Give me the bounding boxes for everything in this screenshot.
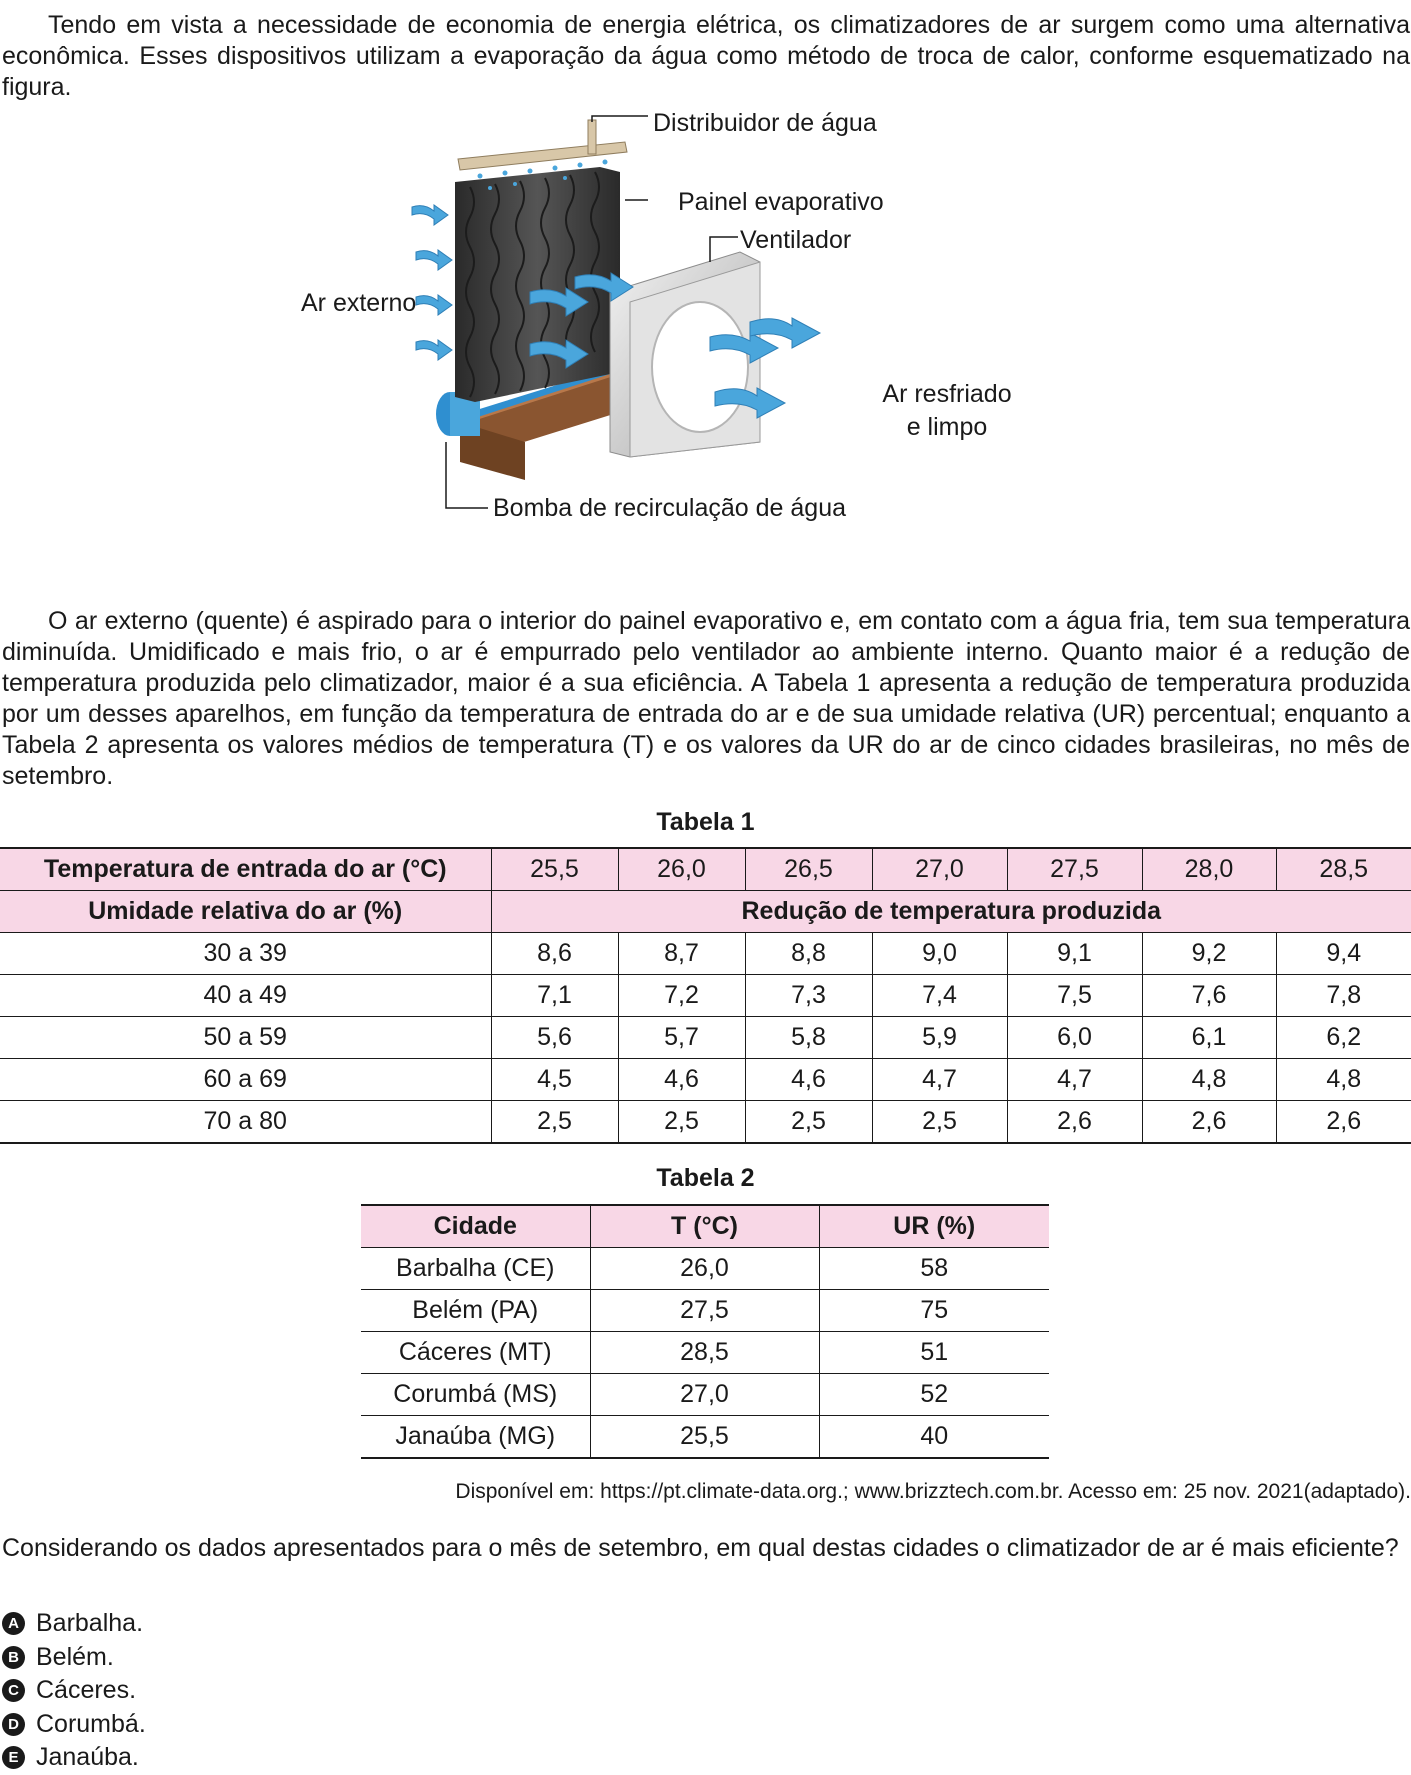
option-text: Corumbá. xyxy=(36,1709,146,1738)
table1-value-cell: 7,3 xyxy=(745,975,872,1017)
option-text: Belém. xyxy=(36,1642,114,1671)
table1-value-cell: 6,0 xyxy=(1007,1017,1142,1059)
table2-header-row xyxy=(361,1205,1049,1248)
table2-city-cell: Belém (PA) xyxy=(361,1290,590,1332)
table1-temp-header: Temperatura de entrada do ar (°C) xyxy=(0,848,491,891)
answer-options xyxy=(2,1607,146,1775)
option-b[interactable] xyxy=(2,1641,146,1675)
table1-value-cell: 4,8 xyxy=(1276,1059,1411,1101)
option-text: Janaúba. xyxy=(36,1743,139,1771)
label-evaporative-panel: Painel evaporativo xyxy=(678,188,884,216)
table1-value-cell: 2,5 xyxy=(491,1101,618,1144)
table1-value-cell: 7,2 xyxy=(618,975,745,1017)
label-cooled-air-2: e limpo xyxy=(906,413,988,441)
option-letter-badge: D xyxy=(2,1713,25,1736)
table1-temperature-reduction xyxy=(0,847,1411,1144)
option-letter-badge: A xyxy=(2,1612,25,1635)
table1-temp-cell: 27,0 xyxy=(872,848,1007,891)
table2-city-cell: Cáceres (MT) xyxy=(361,1332,590,1374)
table1-value-cell: 7,5 xyxy=(1007,975,1142,1017)
intro-paragraph: Tendo em vista a necessidade de economia de energia elétrica, os climatizadores de ar surgem como uma alternativa econômica. Esses dispositivos utilizam a evaporação da água como método de troca de calor, conforme esquematizado na figura. xyxy=(2,11,1410,101)
option-e[interactable] xyxy=(2,1741,146,1775)
option-d[interactable] xyxy=(2,1708,146,1742)
table2-city-cell: Janaúba (MG) xyxy=(361,1416,590,1459)
table-row xyxy=(361,1374,1049,1416)
table2-ur-cell: 51 xyxy=(819,1332,1049,1374)
table1-value-cell: 5,8 xyxy=(745,1017,872,1059)
table2-header-city: Cidade xyxy=(361,1205,590,1248)
evaporative-cooler-diagram xyxy=(301,109,1120,590)
table1-value-cell: 5,9 xyxy=(872,1017,1007,1059)
option-letter-badge: B xyxy=(2,1646,25,1669)
table2-ur-cell: 58 xyxy=(819,1248,1049,1290)
table1-temp-cell: 28,5 xyxy=(1276,848,1411,891)
table2-city-cell: Corumbá (MS) xyxy=(361,1374,590,1416)
option-c[interactable] xyxy=(2,1674,146,1708)
table2-temp-cell: 27,0 xyxy=(590,1374,819,1416)
table1-value-cell: 8,7 xyxy=(618,933,745,975)
option-text: Barbalha. xyxy=(36,1609,144,1637)
option-a[interactable] xyxy=(2,1607,146,1641)
table1-ur-header: Umidade relativa do ar (%) xyxy=(0,891,491,933)
table2-temp-cell: 25,5 xyxy=(590,1416,819,1459)
table1-value-cell: 4,7 xyxy=(1007,1059,1142,1101)
option-letter-badge: E xyxy=(2,1746,25,1769)
label-outside-air: Ar externo xyxy=(301,289,417,317)
table1-value-cell: 2,5 xyxy=(745,1101,872,1144)
table1-value-cell: 5,7 xyxy=(618,1017,745,1059)
table1-value-cell: 4,6 xyxy=(618,1059,745,1101)
table1-value-cell: 7,8 xyxy=(1276,975,1411,1017)
table1-value-cell: 7,1 xyxy=(491,975,618,1017)
table-row xyxy=(361,1332,1049,1374)
table2-ur-cell: 52 xyxy=(819,1374,1049,1416)
table-row xyxy=(0,933,1411,975)
table1-temp-cell: 27,5 xyxy=(1007,848,1142,891)
table1-value-cell: 6,2 xyxy=(1276,1017,1411,1059)
table1-value-cell: 7,6 xyxy=(1142,975,1276,1017)
table1-range-cell: 40 a 49 xyxy=(0,975,491,1017)
table1-value-cell: 7,4 xyxy=(872,975,1007,1017)
table1-temp-row xyxy=(0,848,1411,891)
table1-value-cell: 5,6 xyxy=(491,1017,618,1059)
table-row xyxy=(0,975,1411,1017)
table2-cities xyxy=(361,1204,1049,1459)
table1-value-cell: 2,6 xyxy=(1276,1101,1411,1144)
table1-temp-cell: 26,0 xyxy=(618,848,745,891)
table1-value-cell: 2,5 xyxy=(618,1101,745,1144)
table1-range-cell: 60 a 69 xyxy=(0,1059,491,1101)
table1-value-cell: 2,6 xyxy=(1142,1101,1276,1144)
table1-temp-cell: 28,0 xyxy=(1142,848,1276,891)
table1-value-cell: 9,1 xyxy=(1007,933,1142,975)
table1-value-cell: 2,6 xyxy=(1007,1101,1142,1144)
table-row xyxy=(0,1059,1411,1101)
fan-housing xyxy=(610,252,760,457)
table1-value-cell: 4,8 xyxy=(1142,1059,1276,1101)
table2-header-temp: T (°C) xyxy=(590,1205,819,1248)
table1-reduction-header: Redução de temperatura produzida xyxy=(491,891,1411,933)
option-letter-badge: C xyxy=(2,1679,25,1702)
table1-value-cell: 8,6 xyxy=(491,933,618,975)
table2-city-cell: Barbalha (CE) xyxy=(361,1248,590,1290)
table1-range-cell: 50 a 59 xyxy=(0,1017,491,1059)
label-water-distributor: Distribuidor de água xyxy=(653,109,877,137)
table1-value-cell: 4,7 xyxy=(872,1059,1007,1101)
table1-value-cell: 4,6 xyxy=(745,1059,872,1101)
table1-value-cell: 2,5 xyxy=(872,1101,1007,1144)
table1-temp-cell: 25,5 xyxy=(491,848,618,891)
table-row xyxy=(0,1101,1411,1144)
table1-range-cell: 30 a 39 xyxy=(0,933,491,975)
label-fan: Ventilador xyxy=(740,226,852,254)
label-cooled-air-1: Ar resfriado xyxy=(882,380,1012,408)
table1-value-cell: 9,0 xyxy=(872,933,1007,975)
table2-ur-cell: 75 xyxy=(819,1290,1049,1332)
table1-temp-cell: 26,5 xyxy=(745,848,872,891)
table2-ur-cell: 40 xyxy=(819,1416,1049,1459)
table2-temp-cell: 26,0 xyxy=(590,1248,819,1290)
table2-caption: Tabela 2 xyxy=(656,1164,755,1192)
source-citation: Disponível em: https://pt.climate-data.org.; www.brizztech.com.br. Acesso em: 25 nov. 2021(adaptado). xyxy=(455,1480,1411,1503)
table1-value-cell: 8,8 xyxy=(745,933,872,975)
table1-value-cell: 9,2 xyxy=(1142,933,1276,975)
option-text: Cáceres. xyxy=(36,1676,137,1704)
table-row xyxy=(361,1248,1049,1290)
table1-caption: Tabela 1 xyxy=(656,808,755,836)
label-recirculation-pump: Bomba de recirculação de água xyxy=(493,494,847,522)
table2-header-ur: UR (%) xyxy=(819,1205,1049,1248)
table2-temp-cell: 28,5 xyxy=(590,1332,819,1374)
table1-value-cell: 4,5 xyxy=(491,1059,618,1101)
table-row xyxy=(361,1290,1049,1332)
table1-subheader-row xyxy=(0,891,1411,933)
table1-range-cell: 70 a 80 xyxy=(0,1101,491,1144)
table-row xyxy=(0,1017,1411,1059)
table2-temp-cell: 27,5 xyxy=(590,1290,819,1332)
body-paragraph: O ar externo (quente) é aspirado para o interior do painel evaporativo e, em contato com a água fria, tem sua temperatura diminuída. Umidificado e mais frio, o ar é empurrado pelo ventilador ao ambiente interno. Quanto maior é a redução de temperatura produzida pelo climatizador, maior é a sua eficiência. A Tabela 1 apresenta a redução de temperatura produzida por um desses aparelhos, em função da temperatura de entrada do ar e de sua umidade relativa (UR) percentual; enquanto a Tabela 2 apresenta os valores médios de temperatura (T) e os valores da UR do ar de cinco cidades brasileiras, no mês de setembro. xyxy=(2,607,1410,790)
question-text: Considerando os dados apresentados para o mês de setembro, em qual destas cidades o climatizador de ar é mais eficiente? xyxy=(2,1534,1399,1562)
table1-value-cell: 6,1 xyxy=(1142,1017,1276,1059)
table-row xyxy=(361,1416,1049,1459)
table1-value-cell: 9,4 xyxy=(1276,933,1411,975)
